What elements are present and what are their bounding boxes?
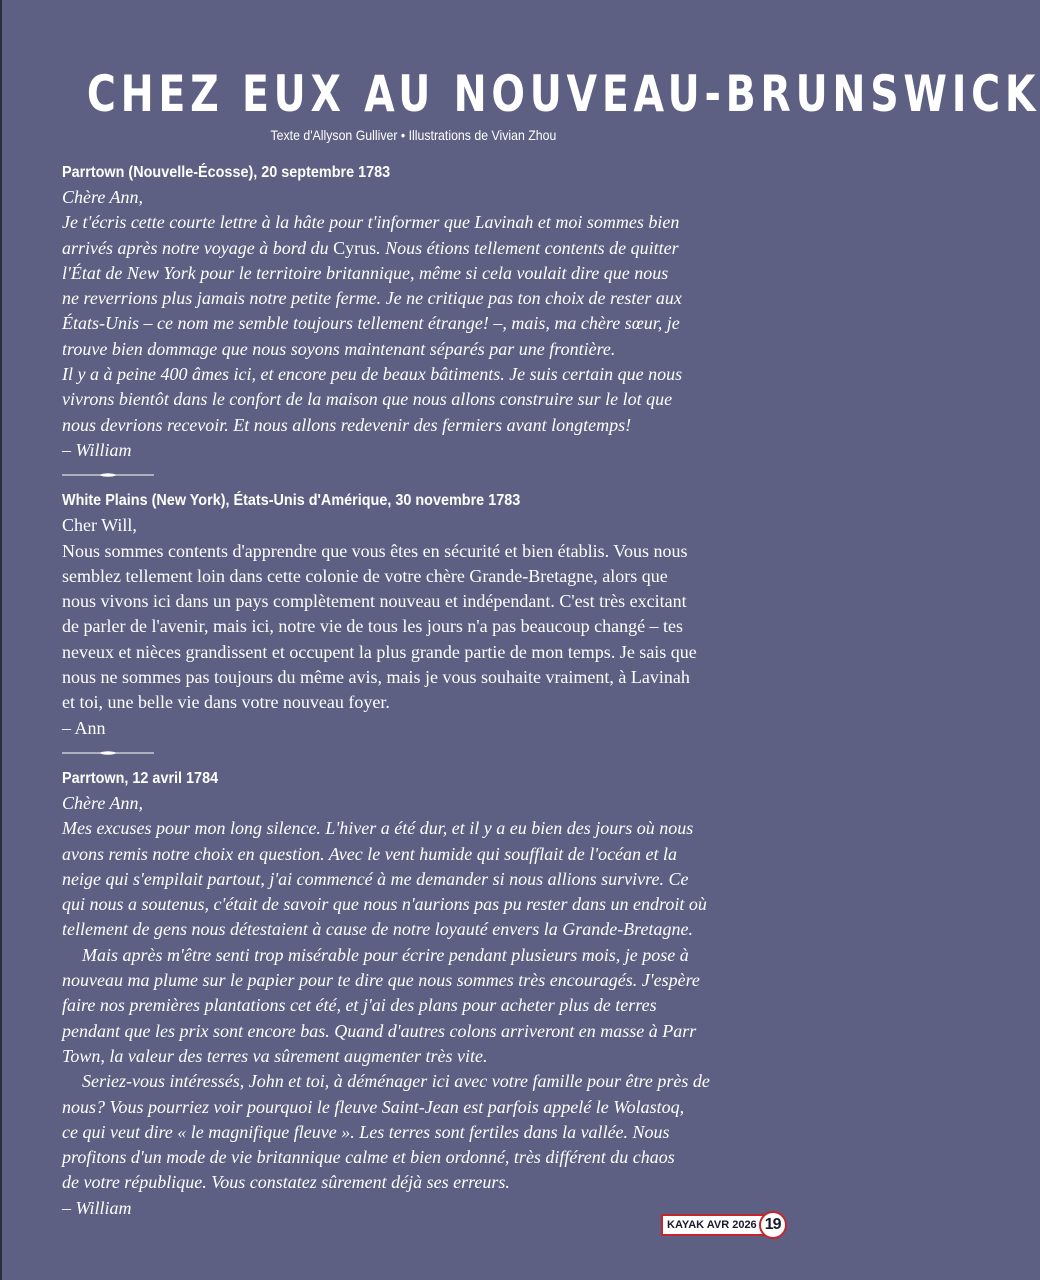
letter-line: Il y a à peine 400 âmes ici, et encore peu de beaux bâtiments. Je suis certain que nous bbox=[62, 364, 683, 385]
letter-place-date: Parrtown, 12 avril 1784 bbox=[62, 769, 219, 787]
ornament-divider bbox=[62, 741, 797, 766]
letter-line: Mais après m'être senti trop misérable pour écrire pendant plusieurs mois, je pose à bbox=[82, 944, 689, 965]
letter-line: Town, la valeur des terres va sûrement augmenter très vite. bbox=[62, 1045, 488, 1066]
ornament-divider bbox=[62, 463, 797, 488]
letter-place-date: Parrtown (Nouvelle-Écosse), 20 septembre 1783 bbox=[62, 164, 391, 181]
credits bbox=[0, 126, 827, 144]
letter-line: nouveau ma plume sur le papier pour te dire que nous sommes très encouragés. J'espère bbox=[62, 970, 700, 991]
letter-place-date: White Plains (New York), États-Unis d'Amérique, 30 novembre 1783 bbox=[62, 492, 521, 510]
letter-line: l'État de New York pour le territoire britannique, même si cela voulait dire que nous bbox=[62, 262, 669, 283]
letter-line: tellement de gens nous détestaient à cause de notre loyauté envers la Grande-Bretagne. bbox=[62, 919, 693, 940]
letter-line: nous vivons ici dans un pays complètement nouveau et indépendant. C'est très excitant bbox=[62, 591, 687, 612]
letter-line: ne reverrions plus jamais notre petite ferme. Je ne critique pas ton choix de rester aux bbox=[62, 288, 682, 309]
page-number: 19 bbox=[759, 1211, 787, 1239]
page-folio bbox=[661, 1211, 787, 1239]
letter-salutation: Cher Will, bbox=[62, 515, 137, 536]
letter-line: pendant que les prix sont encore bas. Quand d'autres colons arriveront en masse à Parr bbox=[62, 1020, 697, 1041]
letter-line: neige qui s'empilait partout, j'ai commencé à me demander si nous allions survivre. Ce bbox=[62, 868, 689, 889]
letter-line: de votre république. Vous constatez sûrement déjà ses erreurs. bbox=[62, 1172, 510, 1193]
letter-2 bbox=[62, 488, 797, 741]
letter-line: arrivés après notre voyage à bord du Cyrus. Nous étions tellement contents de quitter bbox=[62, 237, 679, 258]
letter-line: et toi, une belle vie dans votre nouveau foyer. bbox=[62, 692, 390, 713]
magazine-issue: KAYAK AVR 2026 bbox=[661, 1214, 765, 1236]
letter-line: de parler de l'avenir, mais ici, notre vie de tous les jours n'a pas beaucoup changé – tes bbox=[62, 616, 684, 637]
letter-line: États-Unis – ce nom me semble toujours tellement étrange! –, mais, ma chère sœur, je bbox=[62, 313, 680, 334]
letter-salutation: Chère Ann, bbox=[62, 792, 143, 813]
letter-1 bbox=[62, 160, 797, 463]
letter-line: Nous sommes contents d'apprendre que vous êtes en sécurité et bien établis. Vous nous bbox=[62, 540, 688, 561]
letter-signature: – William bbox=[62, 439, 132, 460]
letter-line: semblez tellement loin dans cette colonie de votre chère Grande-Bretagne, alors que bbox=[62, 565, 668, 586]
letter-signature: – Ann bbox=[62, 717, 106, 738]
page-edge bbox=[0, 0, 2, 1280]
letter-line: Mes excuses pour mon long silence. L'hiver a été dur, et il y a eu bien des jours où nous bbox=[62, 818, 694, 839]
ship-name: Cyrus bbox=[333, 237, 377, 258]
page-title: CHEZ EUX AU NOUVEAU-BRUNSWICK bbox=[86, 65, 1040, 123]
ornament-icon bbox=[62, 471, 154, 479]
letters-content bbox=[62, 160, 797, 1221]
ornament-icon bbox=[62, 749, 154, 757]
letter-3 bbox=[62, 766, 797, 1221]
letter-line: trouve bien dommage que nous soyons maintenant séparés par une frontière. bbox=[62, 338, 616, 359]
letter-line: nous ne sommes pas toujours du même avis, mais je vous souhaite vraiment, à Lavinah bbox=[62, 667, 690, 688]
letter-line: neveux et nièces grandissent et occupent la plus grande partie de mon temps. Je sais que bbox=[62, 641, 697, 662]
credits-text: Texte d'Allyson Gulliver • Illustrations de Vivian Zhou bbox=[270, 127, 557, 143]
letter-line: nous devrions recevoir. Et nous allons redevenir des fermiers avant longtemps! bbox=[62, 414, 632, 435]
letter-line: nous? Vous pourriez voir pourquoi le fleuve Saint-Jean est parfois appelé le Wolastoq, bbox=[62, 1096, 685, 1117]
letter-line: Seriez-vous intéressés, John et toi, à déménager ici avec votre famille pour être près de bbox=[82, 1071, 710, 1092]
letter-line: vivrons bientôt dans le confort de la maison que nous allons construire sur le lot que bbox=[62, 389, 673, 410]
letter-line: profitons d'un mode de vie britannique calme et bien ordonné, très différent du chaos bbox=[62, 1147, 675, 1168]
letter-line: ce qui veut dire « le magnifique fleuve ». Les terres sont fertiles dans la vallée. Nous bbox=[62, 1121, 670, 1142]
letter-line: Je t'écris cette courte lettre à la hâte pour t'informer que Lavinah et moi sommes bien bbox=[62, 212, 680, 233]
letter-line: faire nos premières plantations cet été, et j'ai des plans pour acheter plus de terres bbox=[62, 995, 657, 1016]
letter-salutation: Chère Ann, bbox=[62, 187, 143, 207]
letter-signature: – William bbox=[62, 1197, 132, 1218]
letter-line: qui nous a soutenus, c'était de savoir que nous n'aurions pas pu rester dans un endroit où bbox=[62, 894, 707, 915]
letter-line: avons remis notre choix en question. Avec le vent humide qui soufflait de l'océan et la bbox=[62, 843, 678, 864]
